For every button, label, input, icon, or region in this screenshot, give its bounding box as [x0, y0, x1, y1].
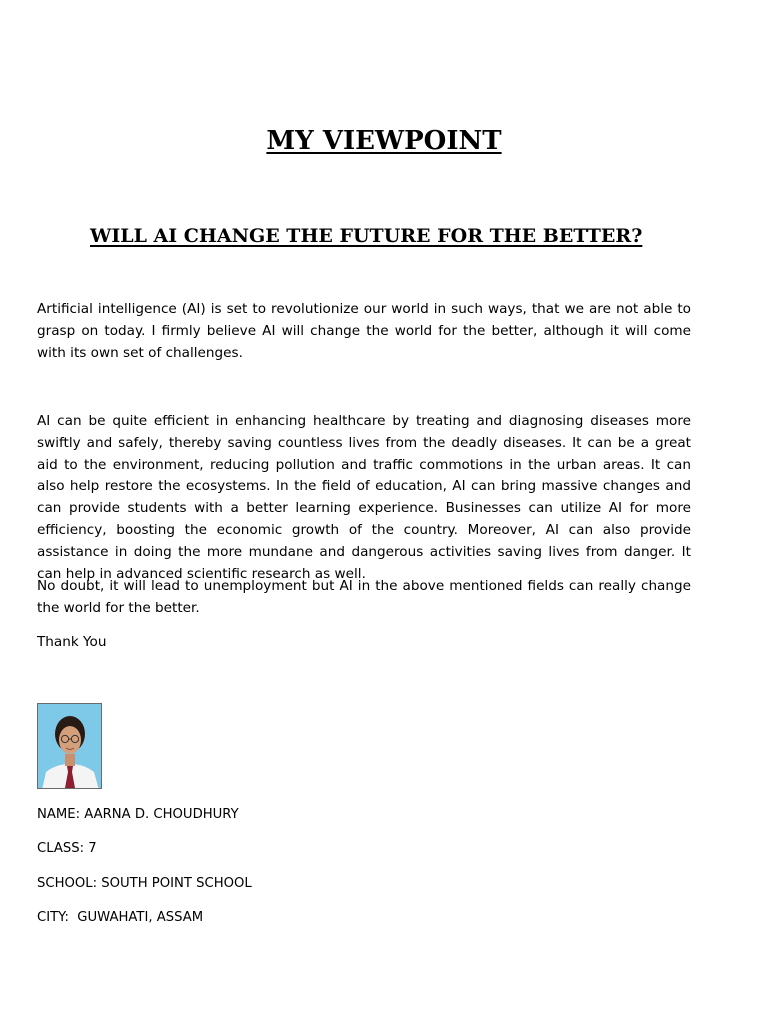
paragraph-conclusion: No doubt, it will lead to unemployment but AI in the above mentioned fields can really change the world for the better. — [37, 578, 691, 616]
paragraph-benefits: AI can be quite efficient in enhancing healthcare by treating and diagnosing diseases more swiftly and safely, thereby saving countless lives from the deadly diseases. It can be a great aid to the environment, reducing pollution and traffic commotions in the urban areas. It can also help restore the ecosystems. In the field of education, AI can bring massive changes and can provide students with a better learning experience. Businesses can utilize AI for more efficiency, boosting the economic growth of the country. Moreover, AI can also provide assistance in doing the more mundane and dangerous activities saving lives from danger. It can help in advanced scientific research as well. — [37, 413, 691, 582]
page-title: MY VIEWPOINT — [266, 126, 502, 156]
author-photo — [37, 703, 102, 789]
author-school: SCHOOL: SOUTH POINT SCHOOL — [37, 876, 252, 891]
author-city: CITY: GUWAHATI, ASSAM — [37, 910, 204, 925]
closing-thank-you: Thank You — [37, 634, 107, 650]
paragraph-intro: Artificial intelligence (AI) is set to revolutionize our world in such ways, that we are not able to grasp on today. I firmly believe AI will change the world for the better, although it will come with its own set of challenges. — [37, 301, 691, 361]
author-name: NAME: AARNA D. CHOUDHURY — [37, 807, 239, 822]
author-class: CLASS: 7 — [37, 841, 97, 856]
essay-subtitle: WILL AI CHANGE THE FUTURE FOR THE BETTER? — [90, 225, 643, 247]
